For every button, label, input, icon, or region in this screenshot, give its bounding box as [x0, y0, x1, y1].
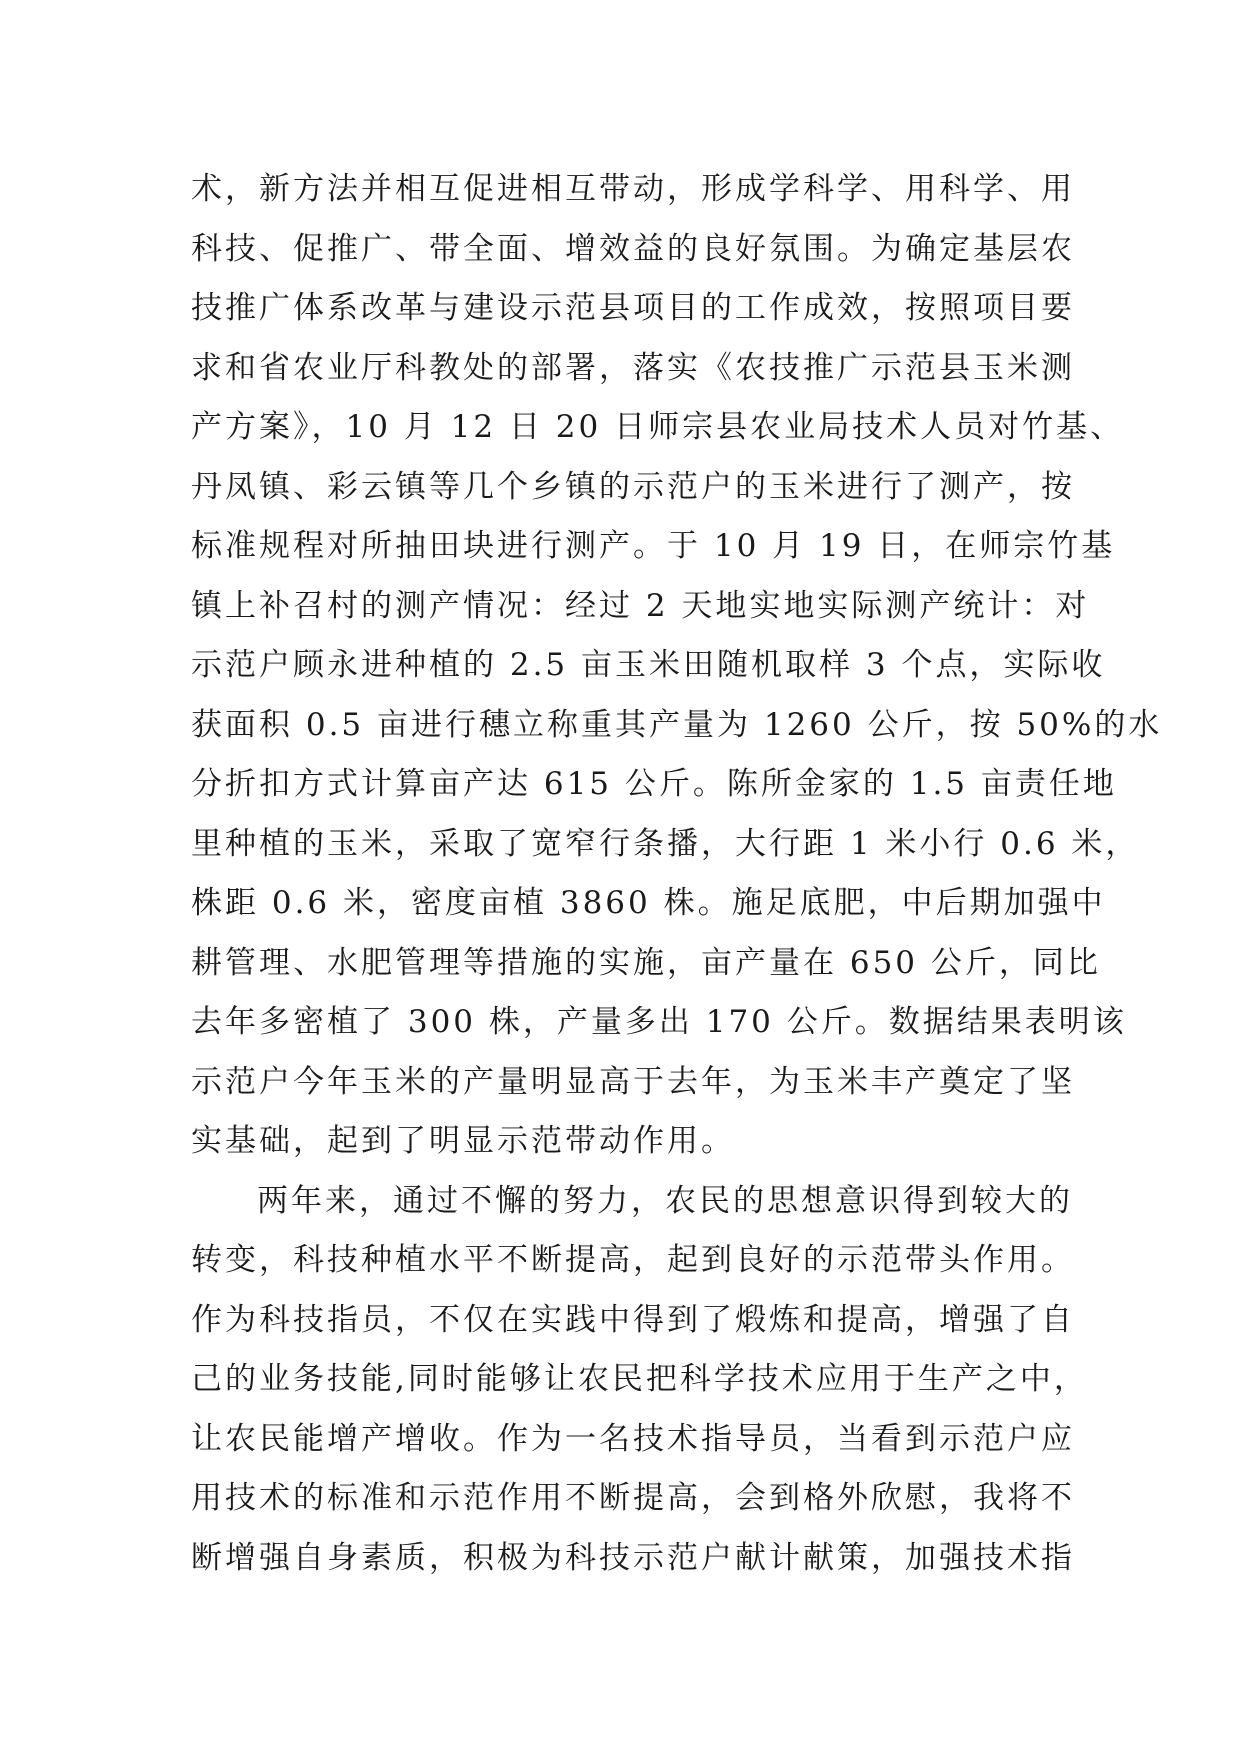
text-line: 让农民能增产增收。作为一名技术指导员，当看到示范户应 [191, 1420, 1075, 1457]
text-line: 里种植的玉米，采取了宽窄行条播，大行距 1 米小行 0.6 米， [191, 825, 1140, 862]
text-line: 技推广体系改革与建设示范县项目的工作成效，按照项目要 [191, 290, 1075, 326]
document-body [191, 160, 1163, 1588]
paragraph-start-line: 两年来，通过不懈的努力，农民的思想意识得到较大的 [257, 1182, 1073, 1219]
text-line: 示范户今年玉米的产量明显高于去年，为玉米丰产奠定了坚 [191, 1063, 1075, 1100]
text-line: 断增强自身素质，积极为科技示范户献计献策，加强技术指 [191, 1539, 1075, 1576]
text-line: 转变，科技种植水平不断提高，起到良好的示范带头作用。 [191, 1242, 1075, 1278]
text-line: 作为科技指员，不仅在实践中得到了煅炼和提高，增强了自 [191, 1301, 1075, 1338]
text-line: 分折扣方式计算亩产达 615 公斤。陈所金家的 1.5 亩责任地 [191, 766, 1117, 802]
text-line: 获面积 0.5 亩进行穗立称重其产量为 1260 公斤，按 50%的水 [191, 706, 1163, 743]
text-line: 标准规程对所抽田块进行测产。于 10 月 19 日，在师宗竹基 [191, 528, 1116, 564]
text-line: 丹凤镇、彩云镇等几个乡镇的示范户的玉米进行了测产，按 [191, 468, 1075, 505]
text-line: 己的业务技能,同时能够让农民把科学技术应用于生产之中， [191, 1361, 1088, 1397]
paragraph-end-line: 实基础，起到了明显示范带动作用。 [191, 1123, 735, 1159]
text-line: 镇上补召村的测产情况：经过 2 天地实地实际测产统计：对 [191, 587, 1090, 624]
text-line: 耕管理、水肥管理等措施的实施，亩产量在 650 公斤，同比 [191, 944, 1101, 981]
text-line: 术，新方法并相互促进相互带动，形成学科学、用科学、用 [191, 171, 1075, 207]
text-line: 求和省农业厅科教处的部署，落实《农技推广示范县玉米测 [191, 349, 1075, 386]
text-line: 示范户顾永进种植的 2.5 亩玉米田随机取样 3 个点，实际收 [191, 647, 1106, 683]
text-line: 科技、促推广、带全面、增效益的良好氛围。为确定基层农 [191, 230, 1075, 267]
text-line: 去年多密植了 300 株，产量多出 170 公斤。数据结果表明该 [191, 1004, 1127, 1040]
text-line: 产方案》，10 月 12 日 20 日师宗县农业局技术人员对竹基、 [191, 409, 1125, 445]
text-line: 株距 0.6 米，密度亩植 3860 株。施足底肥，中后期加强中 [191, 885, 1106, 921]
text-line: 用技术的标准和示范作用不断提高，会到格外欣慰，我将不 [191, 1480, 1075, 1516]
